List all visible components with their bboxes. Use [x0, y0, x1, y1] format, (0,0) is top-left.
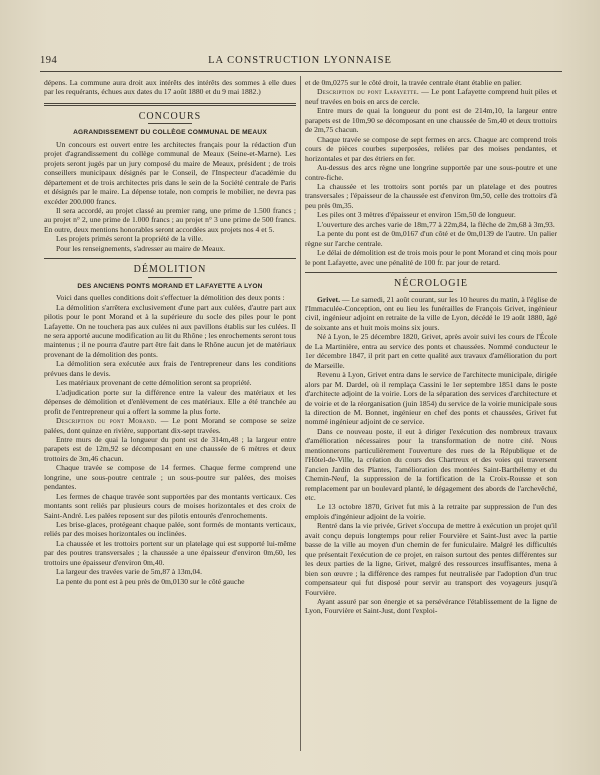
concours-paragraph: Les projets primés seront la propriété de la ville. [56, 234, 203, 244]
section-rule [305, 272, 557, 273]
demolition-title: DÉMOLITION [133, 264, 207, 276]
title-underline [409, 291, 453, 292]
demolition-paragraph: Voici dans quelles conditions doit s'effectuer la démolition des deux ponts : [56, 293, 285, 303]
necrologie-title: NÉCROLOGIE [394, 278, 468, 290]
intro-paragraph: dépens. La commune aura droit aux intérêts des intérêts des sommes à elle dues par les requérants, échues aux dates du 17 août 1880 et du 9 mai 1882.) [44, 78, 296, 97]
morand-paragraph: Les brise-glaces, protégeant chaque palée, sont formés de montants verticaux, reliés par des moises horizontales ou inclinées. [44, 520, 296, 539]
demolition-paragraph: Les matériaux provenant de cette démolition seront sa propriété. [56, 378, 252, 388]
grivet-name: Grivet. [317, 294, 340, 304]
concours-paragraph: Il sera accordé, au projet classé au premier rang, une prime de 1.500 francs ; au projet n° 2, une prime de 1.000 francs ; au projet n° 3 une prime de 500 francs. En outre, deux mentions honorables seront accordées aux projets nos 4 et 5. [44, 205, 296, 234]
lafayette-paragraph: Le délai de démolition est de trois mois pour le pont Morand et cinq mois pour le pont Lafayette, avec une pénalité de 100 fr. par jour de retard. [305, 248, 557, 267]
section-rule [44, 103, 296, 106]
lafayette-label: Description du pont Lafayette. [317, 87, 420, 97]
morand-description [44, 416, 296, 435]
necro-paragraph: Né à Lyon, le 25 décembre 1820, Grivet, après avoir suivi les cours de l'École de La Martinière, entra au service des ponts et chaussées. Nommé conducteur le 1er décembre 1847, il prit part en cette qualité aux travaux d'amélioration du port de Marseille. [305, 332, 557, 370]
title-underline [148, 277, 192, 278]
concours-subtitle: AGRANDISSEMENT DU COLLÈGE COMMUNAL DE MEAUX [73, 129, 267, 137]
grivet-text: — Le samedi, 21 août courant, sur les 10 heures du matin, à l'église de l'Immaculée-Conception, ont eu lieu les funérailles de François Grivet, ingénieur civil, ingénieur adjoint en retraite de la ville de Lyon, décédé le 19 août 1880, âgé de soixante ans et huit mois moins six jours. [305, 294, 557, 332]
morand-paragraph: La largeur des travées varie de 5m,87 à 13m,04. [56, 567, 202, 577]
necro-paragraph: Le 13 octobre 1870, Grivet fut mis à la retraite par suppression de l'un des emplois d'ingénieur adjoint de la voirie. [305, 502, 557, 521]
lafayette-paragraph: Au-dessus des arcs règne une longrine supportée par une sous-poutre et une contre-fiche. [305, 163, 557, 182]
journal-title: LA CONSTRUCTION LYONNAISE [208, 55, 392, 66]
demolition-paragraph: La démolition s'arrêtera exclusivement d'une part aux culées, d'autre part aux pilotis pour le pont Morand et à la supérieure du socle des piles pour le pont Lafayette. On ne touchera pas aux culées ni aux pavillons établis sur les culées. Il ne sera apporté aucune modification au lit du Rhône ; les enrochements seront tous maintenus ; il ne pourra d'autre part être fait dans le Rhône aucun jet de matériaux provenant de la démolition des ponts. [44, 302, 296, 359]
header-rule [40, 71, 562, 72]
concours-title: CONCOURS [138, 110, 202, 122]
column-divider [300, 76, 301, 751]
lafayette-paragraph: L'ouverture des arches varie de 18m,77 à 22m,84, la flèche de 2m,68 à 3m,93. [317, 219, 555, 229]
title-underline [148, 123, 192, 124]
left-column [44, 78, 296, 758]
lafayette-text: — Le pont Lafayette comprend huit piles et neuf travées en bois en arcs de cercle. [305, 87, 557, 106]
morand-paragraph: Chaque travée se compose de 14 fermes. Chaque ferme comprend une longrine, une sous-poutre centrale ; un sous-poutre sur palées, des moises pendantes. [44, 463, 296, 492]
necro-paragraph: Rentré dans la vie privée, Grivet s'occupa de mettre à exécution un projet qu'il avait conçu depuis longtemps pour relier Fourvière et Saint-Just avec la partie basse de la ville au moyen d'un chemin de fer funiculaire. Malgré les difficultés que présentait l'exécution de ce projet, en raison surtout des pentes différentes sur les deux parties de la ligne, Grivet, malgré des ressources insuffisantes, mena à bien son œuvre ; la différence des rampes fut neutralisée par l'adoption d'un truc compensateur qui fut disposé pour servir au transport des voyageurs jusqu'à Fourvière. [305, 521, 557, 597]
demolition-paragraph: L'adjudication porte sur la différence entre la valeur des matériaux et les dépenses de démolition et d'enlèvement de ces matériaux. Elle a été tranchée au profit de l'entrepreneur qui a offert la somme la plus forte. [44, 387, 296, 416]
necro-paragraph: Revenu à Lyon, Grivet entra dans le service de l'architecte municipale, dirigée alors par M. Dardel, où il remplaça Cassini le 1er septembre 1851 dans le poste d'architecte adjoint de la voirie. Lors de la séparation des services d'architecture et de voirie et de la réorganisation (juin 1854) du service de la voirie municipale sous la direction de M. Bonnet, ingénieur en chef des ponts et chaussées, Grivet fut nommé ingénieur adjoint de ce service. [305, 370, 557, 427]
section-rule [44, 258, 296, 259]
lafayette-paragraph: Les piles ont 3 mètres d'épaisseur et environ 15m,50 de longueur. [317, 210, 516, 220]
demolition-subtitle: DES ANCIENS PONTS MORAND ET LAFAYETTE A LYON [77, 282, 263, 290]
page-header [40, 55, 560, 69]
lafayette-paragraph: Entre murs de quai la longueur du pont est de 214m,10, la largeur entre parapets est de 10m,90 se décomposant en une chaussée de 5m,40 et deux trottoirs de 2m,75 chacun. [305, 106, 557, 135]
lafayette-paragraph: La pente du pont est de 0m,0167 d'un côté et de 0m,0139 de l'autre. Un palier règne sur l'arche centrale. [305, 229, 557, 248]
necro-paragraph: Ayant assuré par son énergie et sa persévérance l'établissement de la ligne de Lyon, Fourvière et Saint-Just, dont l'exploi- [305, 597, 557, 616]
page-number: 194 [40, 55, 58, 66]
concours-paragraph: Un concours est ouvert entre les architectes français pour la rédaction d'un projet d'agrandissement du collège communal de Meaux (Seine-et-Marne). Les projets seront jugés par un jury composé du maire de Meaux, président ; de trois conseillers municipaux désignés par le Conseil, de l'Inspecteur d'académie du département et de trois architectes pris dans le sein de la Société centrale de Paris et désignés par le maire. La dépense totale, non compris le mobilier, ne devra pas excéder 200.000 francs. [44, 139, 296, 206]
morand-text: — Le pont Morand se compose se seize palées, dont quinze en rivière, supportant dix-sept travées. [44, 416, 296, 435]
morand-paragraph: La pente du pont est à peu près de 0m,0130 sur le côté gauche [56, 576, 245, 586]
lafayette-description [305, 87, 557, 106]
morand-paragraph: Les fermes de chaque travée sont supportées par des montants verticaux. Ces montants sont reliés par plusieurs cours de moises horizontales et des croix de Saint-André. Les palées reposent sur des pilotis entourés d'enrochements. [44, 491, 296, 520]
grivet-paragraph [305, 295, 557, 333]
morand-label: Description du pont Morand. [56, 416, 157, 426]
lafayette-paragraph: La chaussée et les trottoirs sont portés par un platelage et des poutres transversales ; l'épaisseur de la chaussée est d'environ 0m,50, celle des trottoirs d'à peu près 0m,35. [305, 181, 557, 210]
morand-paragraph: Entre murs de quai la longueur du pont est de 314m,48 ; la largeur entre parapets est de 12m,92 se décomposant en une chaussée de 6 mètres et deux trottoirs de 3m,46 chacun. [44, 434, 296, 463]
necro-paragraph: Dans ce nouveau poste, il eut à diriger l'exécution des nombreux travaux d'amélioration nécessaires pour la transformation de notre cité. Nous mentionnerons particulièrement l'ouverture des rues de la République et de l'Hôtel-de-Ville, la création du cours des Chartreux et des voies qui traversent l'ancien Jardin des Plantes, l'amélioration des montées Saint-Barthélemy et du Chemin-Neuf, la suppression de la fortification de la Croix-Rousse et son remplacement par un boulevard planté, le dégagement des abords de l'archevêché, etc. [305, 426, 557, 503]
lafayette-paragraph: Chaque travée se compose de sept fermes en arcs. Chaque arc comprend trois cours de pièces courbes superposées, reliées par des moises pendantes, et horizontales et par des étriers en fer. [305, 134, 557, 163]
concours-paragraph: Pour les renseignements, s'adresser au maire de Meaux. [56, 243, 226, 253]
demolition-paragraph: La démolition sera exécutée aux frais de l'entrepreneur dans les conditions prévues dans le devis. [44, 359, 296, 378]
continued-paragraph: et de 0m,0275 sur le côté droit, la travée centrale étant établie en palier. [305, 78, 522, 87]
morand-paragraph: La chaussée et les trottoirs portent sur un platelage qui est supporté lui-même par des poutres transversales ; la chaussée a une épaisseur d'environ 0m,60, les trottoirs une épaisseur d'environ 0m,40. [44, 538, 296, 567]
right-column [305, 78, 557, 758]
